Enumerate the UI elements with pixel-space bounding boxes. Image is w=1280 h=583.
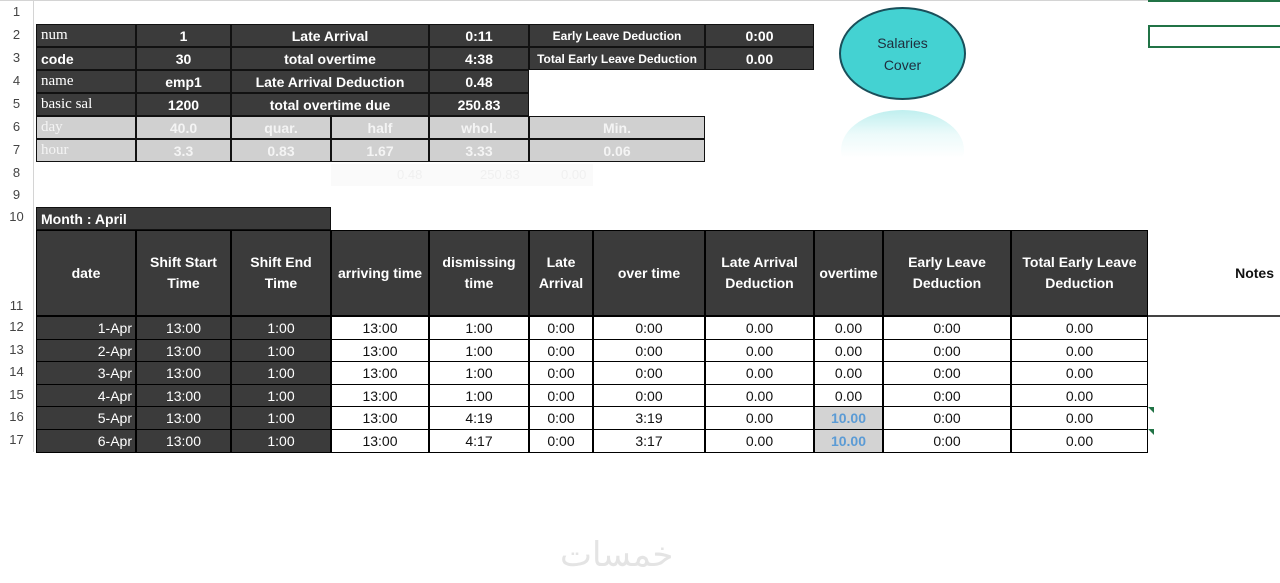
cell-total-early-leave-deduction[interactable]: 0.00 <box>1011 429 1148 453</box>
cell-late-arrival-deduction[interactable]: 0.00 <box>705 361 814 385</box>
cell-early-leave-deduction[interactable]: 0:00 <box>883 406 1011 430</box>
cell-total-early-leave-deduction[interactable]: 0.00 <box>1011 406 1148 430</box>
cell-shift-end[interactable]: 1:00 <box>231 406 331 430</box>
quar-label[interactable]: quar. <box>231 116 331 139</box>
total-overtime-due-value[interactable]: 250.83 <box>429 93 529 116</box>
cell-overtime[interactable]: 0.00 <box>814 339 883 363</box>
active-cell-selection[interactable] <box>1148 25 1280 48</box>
col-header-late-arrival-deduction[interactable]: Late Arrival Deduction <box>705 230 814 316</box>
early-leave-deduction-value[interactable]: 0:00 <box>705 24 814 47</box>
cell-dismissing-time[interactable]: 1:00 <box>429 339 529 363</box>
notes-header-underline <box>1148 315 1280 317</box>
whol-value[interactable]: 3.33 <box>429 139 529 162</box>
col-header-late-arrival[interactable]: Late Arrival <box>529 230 593 316</box>
cell-dismissing-time[interactable]: 1:00 <box>429 361 529 385</box>
cell-shift-start[interactable]: 13:00 <box>136 339 231 363</box>
total-overtime-due-label[interactable]: total overtime due <box>231 93 429 116</box>
cell-date[interactable]: 6-Apr <box>36 429 136 453</box>
cell-date[interactable]: 3-Apr <box>36 361 136 385</box>
col-header-dismissing[interactable]: dismissing time <box>429 230 529 316</box>
cell-dismissing-time[interactable]: 1:00 <box>429 316 529 340</box>
cell-arriving-time[interactable]: 13:00 <box>331 429 429 453</box>
min-label[interactable]: Min. <box>529 116 705 139</box>
cell-early-leave-deduction[interactable]: 0:00 <box>883 361 1011 385</box>
col-header-date[interactable]: date <box>36 230 136 316</box>
row-number[interactable]: 3 <box>12 50 21 65</box>
cell-total-early-leave-deduction[interactable]: 0.00 <box>1011 339 1148 363</box>
cell-late-arrival[interactable]: 0:00 <box>529 384 593 408</box>
cell-late-arrival-deduction[interactable]: 0.00 <box>705 316 814 340</box>
cell-arriving-time[interactable]: 13:00 <box>331 316 429 340</box>
cell-late-arrival[interactable]: 0:00 <box>529 316 593 340</box>
code-value[interactable]: 30 <box>136 47 231 70</box>
late-arrival-deduction-label[interactable]: Late Arrival Deduction <box>231 70 429 93</box>
cell-shift-start[interactable]: 13:00 <box>136 384 231 408</box>
col-header-early-leave-deduction[interactable]: Early Leave Deduction <box>883 230 1011 316</box>
num-value[interactable]: 1 <box>136 24 231 47</box>
col-header-shift-end[interactable]: Shift End Time <box>231 230 331 316</box>
row-number[interactable]: 7 <box>12 142 21 157</box>
row-number[interactable]: 12 <box>9 319 24 334</box>
cell-over-time[interactable]: 0:00 <box>593 361 705 385</box>
row-number[interactable]: 14 <box>9 364 24 379</box>
basic-sal-value[interactable]: 1200 <box>136 93 231 116</box>
row-number[interactable]: 8 <box>12 165 21 180</box>
cell-selection-edge <box>1148 0 1280 2</box>
cell-date[interactable]: 1-Apr <box>36 316 136 340</box>
cell-shift-start[interactable]: 13:00 <box>136 429 231 453</box>
col-header-overtime[interactable]: overtime <box>814 230 883 316</box>
cell-arriving-time[interactable]: 13:00 <box>331 361 429 385</box>
row-number[interactable]: 11 <box>9 298 24 313</box>
cell-early-leave-deduction[interactable]: 0:00 <box>883 384 1011 408</box>
row-number[interactable]: 2 <box>12 27 21 42</box>
col-header-total-early-leave-deduction[interactable]: Total Early Leave Deduction <box>1011 230 1148 316</box>
whol-label[interactable]: whol. <box>429 116 529 139</box>
cell-total-early-leave-deduction[interactable]: 0.00 <box>1011 316 1148 340</box>
cell-early-leave-deduction[interactable]: 0:00 <box>883 339 1011 363</box>
hour-label[interactable]: hour <box>36 139 136 162</box>
cell-overtime[interactable]: 0.00 <box>814 316 883 340</box>
cell-late-arrival[interactable]: 0:00 <box>529 339 593 363</box>
row-number[interactable]: 17 <box>9 432 24 447</box>
cell-over-time[interactable]: 0:00 <box>593 339 705 363</box>
cell-over-time[interactable]: 0:00 <box>593 316 705 340</box>
basic-sal-label[interactable]: basic sal <box>36 93 136 116</box>
cell-late-arrival-deduction[interactable]: 0.00 <box>705 384 814 408</box>
half-label[interactable]: half <box>331 116 429 139</box>
total-overtime-value[interactable]: 4:38 <box>429 47 529 70</box>
row-number[interactable]: 4 <box>12 73 21 88</box>
cell-error-indicator <box>1148 407 1154 413</box>
row-number[interactable]: 9 <box>12 187 21 202</box>
row-number[interactable]: 1 <box>12 4 21 19</box>
name-label[interactable]: name <box>36 70 136 93</box>
total-early-leave-deduction-value[interactable]: 0.00 <box>705 47 814 70</box>
day-value[interactable]: 40.0 <box>136 116 231 139</box>
cell-late-arrival[interactable]: 0:00 <box>529 361 593 385</box>
col-header-shift-start[interactable]: Shift Start Time <box>136 230 231 316</box>
hour-value[interactable]: 3.3 <box>136 139 231 162</box>
salaries-cover-line2: Cover <box>883 56 922 73</box>
cell-total-early-leave-deduction[interactable]: 0.00 <box>1011 384 1148 408</box>
cell-over-time[interactable]: 3:19 <box>593 406 705 430</box>
cell-error-indicator <box>1148 429 1154 435</box>
sheet-top-border <box>0 0 1280 1</box>
code-label[interactable]: code <box>36 47 136 70</box>
early-leave-deduction-label[interactable]: Early Leave Deduction <box>529 24 705 47</box>
late-arrival-label[interactable]: Late Arrival <box>231 24 429 47</box>
salaries-cover-line1: Salaries <box>877 34 928 51</box>
cell-over-time[interactable]: 3:17 <box>593 429 705 453</box>
faint-value-2: 250.83 <box>480 167 520 182</box>
row-number[interactable]: 10 <box>9 209 24 224</box>
cell-late-arrival-deduction[interactable]: 0.00 <box>705 339 814 363</box>
row-number[interactable]: 6 <box>12 119 21 134</box>
cell-shift-start[interactable]: 13:00 <box>136 406 231 430</box>
cell-overtime[interactable]: 0.00 <box>814 361 883 385</box>
late-arrival-deduction-value[interactable]: 0.48 <box>429 70 529 93</box>
num-label[interactable]: num <box>36 24 136 47</box>
cell-shift-end[interactable]: 1:00 <box>231 339 331 363</box>
total-early-leave-deduction-label[interactable]: Total Early Leave Deduction <box>529 47 705 70</box>
cell-dismissing-time[interactable]: 1:00 <box>429 384 529 408</box>
cell-dismissing-time[interactable]: 4:19 <box>429 406 529 430</box>
row-number[interactable]: 13 <box>9 342 24 357</box>
cell-shift-end[interactable]: 1:00 <box>231 384 331 408</box>
cell-overtime[interactable]: 10.00 <box>814 429 883 453</box>
cell-total-early-leave-deduction[interactable]: 0.00 <box>1011 361 1148 385</box>
row-number[interactable]: 16 <box>9 409 24 424</box>
row-number[interactable]: 15 <box>9 387 24 402</box>
cell-shift-end[interactable]: 1:00 <box>231 361 331 385</box>
cell-over-time[interactable]: 0:00 <box>593 384 705 408</box>
name-value[interactable]: emp1 <box>136 70 231 93</box>
row-header-divider <box>33 0 34 452</box>
cell-date[interactable]: 2-Apr <box>36 339 136 363</box>
cell-late-arrival[interactable]: 0:00 <box>529 406 593 430</box>
col-header-notes[interactable]: Notes <box>1235 265 1274 281</box>
cell-late-arrival[interactable]: 0:00 <box>529 429 593 453</box>
cell-arriving-time[interactable]: 13:00 <box>331 384 429 408</box>
faint-value-1: 0.48 <box>397 167 423 182</box>
total-overtime-label[interactable]: total overtime <box>231 47 429 70</box>
cell-shift-start[interactable]: 13:00 <box>136 316 231 340</box>
cell-late-arrival-deduction[interactable]: 0.00 <box>705 429 814 453</box>
cell-shift-end[interactable]: 1:00 <box>231 316 331 340</box>
min-value[interactable]: 0.06 <box>529 139 705 162</box>
faint-helper-row <box>331 164 593 186</box>
col-header-arriving[interactable]: arriving time <box>331 230 429 316</box>
cell-overtime[interactable]: 10.00 <box>814 406 883 430</box>
day-label[interactable]: day <box>36 116 136 139</box>
salaries-cover-button[interactable] <box>839 7 966 100</box>
cell-shift-end[interactable]: 1:00 <box>231 429 331 453</box>
watermark-logo: خمسات <box>560 535 674 575</box>
salaries-cover-reflection <box>841 110 964 190</box>
cell-date[interactable]: 4-Apr <box>36 384 136 408</box>
quar-value[interactable]: 0.83 <box>231 139 331 162</box>
cell-date[interactable]: 5-Apr <box>36 406 136 430</box>
late-arrival-value[interactable]: 0:11 <box>429 24 529 47</box>
half-value[interactable]: 1.67 <box>331 139 429 162</box>
cell-arriving-time[interactable]: 13:00 <box>331 339 429 363</box>
cell-late-arrival-deduction[interactable]: 0.00 <box>705 406 814 430</box>
month-label[interactable]: Month : April <box>36 207 331 230</box>
cell-arriving-time[interactable]: 13:00 <box>331 406 429 430</box>
faint-value-3: 0.00 <box>561 167 587 182</box>
cell-early-leave-deduction[interactable]: 0:00 <box>883 429 1011 453</box>
cell-dismissing-time[interactable]: 4:17 <box>429 429 529 453</box>
row-number[interactable]: 5 <box>12 96 21 111</box>
cell-overtime[interactable]: 0.00 <box>814 384 883 408</box>
cell-early-leave-deduction[interactable]: 0:00 <box>883 316 1011 340</box>
col-header-over-time[interactable]: over time <box>593 230 705 316</box>
cell-shift-start[interactable]: 13:00 <box>136 361 231 385</box>
